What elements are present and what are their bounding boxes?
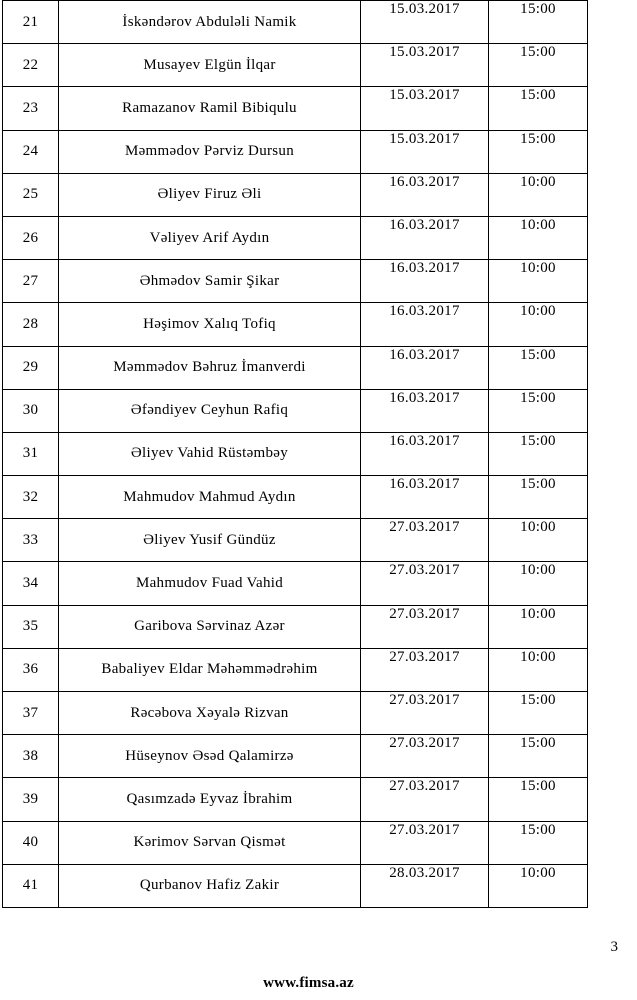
row-number: 33 xyxy=(3,519,59,562)
person-name: Mahmudov Fuad Vahid xyxy=(59,562,361,605)
exam-time: 15:00 xyxy=(489,87,588,130)
person-name: Rəcəbova Xəyalə Rizvan xyxy=(59,692,361,735)
exam-date: 16.03.2017 xyxy=(361,260,489,303)
row-number: 38 xyxy=(3,735,59,778)
page-number: 3 xyxy=(610,939,618,955)
exam-time: 15:00 xyxy=(489,1,588,44)
table-row xyxy=(3,346,588,389)
row-number: 34 xyxy=(3,562,59,605)
table-row xyxy=(3,648,588,691)
table-row xyxy=(3,130,588,173)
exam-time: 10:00 xyxy=(489,648,588,691)
row-number: 24 xyxy=(3,130,59,173)
row-number: 40 xyxy=(3,821,59,864)
table-row xyxy=(3,44,588,87)
exam-time: 15:00 xyxy=(489,432,588,475)
schedule-table-body xyxy=(3,1,588,908)
row-number: 29 xyxy=(3,346,59,389)
row-number: 41 xyxy=(3,864,59,907)
exam-date: 16.03.2017 xyxy=(361,216,489,259)
exam-date: 27.03.2017 xyxy=(361,562,489,605)
person-name: İskəndərov Abduləli Namik xyxy=(59,1,361,44)
row-number: 37 xyxy=(3,692,59,735)
table-row xyxy=(3,389,588,432)
exam-time: 15:00 xyxy=(489,778,588,821)
exam-date: 15.03.2017 xyxy=(361,87,489,130)
person-name: Həşimov Xalıq Tofiq xyxy=(59,303,361,346)
person-name: Garibova Sərvinaz Azər xyxy=(59,605,361,648)
exam-time: 15:00 xyxy=(489,346,588,389)
table-row xyxy=(3,260,588,303)
table-row xyxy=(3,1,588,44)
exam-time: 15:00 xyxy=(489,44,588,87)
exam-date: 15.03.2017 xyxy=(361,44,489,87)
row-number: 31 xyxy=(3,432,59,475)
row-number: 23 xyxy=(3,87,59,130)
exam-time: 10:00 xyxy=(489,519,588,562)
table-row xyxy=(3,432,588,475)
exam-time: 10:00 xyxy=(489,605,588,648)
person-name: Hüseynov Əsəd Qalamirzə xyxy=(59,735,361,778)
exam-date: 15.03.2017 xyxy=(361,1,489,44)
table-row xyxy=(3,778,588,821)
row-number: 36 xyxy=(3,648,59,691)
row-number: 30 xyxy=(3,389,59,432)
exam-time: 10:00 xyxy=(489,260,588,303)
exam-date: 16.03.2017 xyxy=(361,389,489,432)
table-row xyxy=(3,303,588,346)
person-name: Ramazanov Ramil Bibiqulu xyxy=(59,87,361,130)
exam-date: 16.03.2017 xyxy=(361,303,489,346)
person-name: Qasımzadə Eyvaz İbrahim xyxy=(59,778,361,821)
exam-date: 27.03.2017 xyxy=(361,648,489,691)
table-row xyxy=(3,735,588,778)
exam-time: 10:00 xyxy=(489,562,588,605)
exam-time: 10:00 xyxy=(489,864,588,907)
row-number: 25 xyxy=(3,173,59,216)
table-row xyxy=(3,216,588,259)
table-row xyxy=(3,476,588,519)
row-number: 22 xyxy=(3,44,59,87)
exam-date: 16.03.2017 xyxy=(361,173,489,216)
exam-date: 16.03.2017 xyxy=(361,476,489,519)
row-number: 27 xyxy=(3,260,59,303)
table-row xyxy=(3,692,588,735)
table-row xyxy=(3,562,588,605)
exam-time: 10:00 xyxy=(489,173,588,216)
exam-time: 15:00 xyxy=(489,735,588,778)
exam-date: 16.03.2017 xyxy=(361,432,489,475)
exam-time: 15:00 xyxy=(489,389,588,432)
exam-time: 15:00 xyxy=(489,130,588,173)
row-number: 21 xyxy=(3,1,59,44)
exam-schedule-table xyxy=(2,0,588,908)
row-number: 32 xyxy=(3,476,59,519)
exam-date: 15.03.2017 xyxy=(361,130,489,173)
exam-date: 27.03.2017 xyxy=(361,735,489,778)
row-number: 28 xyxy=(3,303,59,346)
person-name: Əliyev Firuz Əli xyxy=(59,173,361,216)
person-name: Əhmədov Samir Şikar xyxy=(59,260,361,303)
row-number: 26 xyxy=(3,216,59,259)
exam-date: 16.03.2017 xyxy=(361,346,489,389)
exam-date: 27.03.2017 xyxy=(361,692,489,735)
table-row xyxy=(3,605,588,648)
person-name: Babaliyev Eldar Məhəmmədrəhim xyxy=(59,648,361,691)
exam-date: 27.03.2017 xyxy=(361,605,489,648)
exam-date: 28.03.2017 xyxy=(361,864,489,907)
person-name: Vəliyev Arif Aydın xyxy=(59,216,361,259)
person-name: Musayev Elgün İlqar xyxy=(59,44,361,87)
person-name: Əliyev Yusif Gündüz xyxy=(59,519,361,562)
person-name: Məmmədov Bəhruz İmanverdi xyxy=(59,346,361,389)
table-row xyxy=(3,821,588,864)
row-number: 39 xyxy=(3,778,59,821)
row-number: 35 xyxy=(3,605,59,648)
table-row xyxy=(3,519,588,562)
exam-date: 27.03.2017 xyxy=(361,519,489,562)
exam-time: 15:00 xyxy=(489,692,588,735)
exam-date: 27.03.2017 xyxy=(361,821,489,864)
table-row xyxy=(3,864,588,907)
person-name: Kərimov Sərvan Qismət xyxy=(59,821,361,864)
exam-date: 27.03.2017 xyxy=(361,778,489,821)
exam-time: 15:00 xyxy=(489,476,588,519)
person-name: Məmmədov Pərviz Dursun xyxy=(59,130,361,173)
table-row xyxy=(3,87,588,130)
person-name: Əfəndiyev Ceyhun Rafiq xyxy=(59,389,361,432)
exam-time: 15:00 xyxy=(489,821,588,864)
person-name: Mahmudov Mahmud Aydın xyxy=(59,476,361,519)
website-footer: www.fimsa.az xyxy=(263,975,354,991)
exam-time: 10:00 xyxy=(489,216,588,259)
table-row xyxy=(3,173,588,216)
person-name: Qurbanov Hafiz Zakir xyxy=(59,864,361,907)
person-name: Əliyev Vahid Rüstəmbəy xyxy=(59,432,361,475)
exam-time: 10:00 xyxy=(489,303,588,346)
